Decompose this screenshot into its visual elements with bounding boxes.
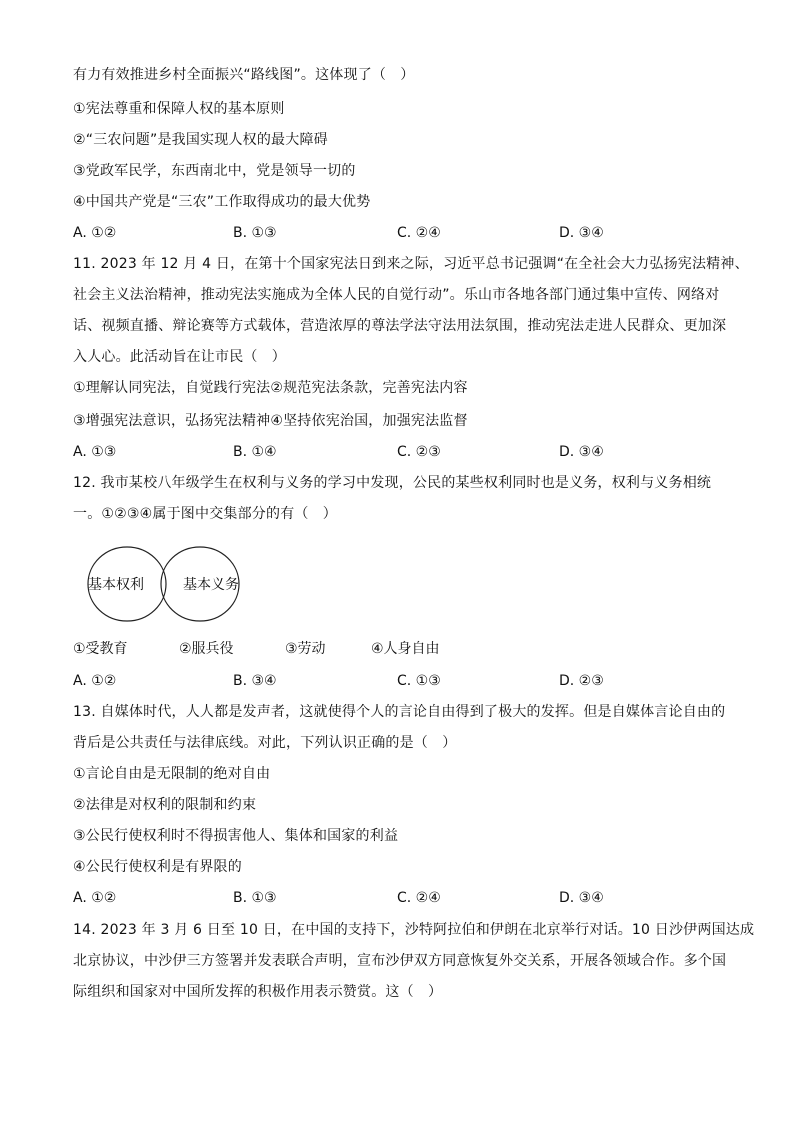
- q11-statements-1-2: ①理解认同宪法，自觉践行宪法②规范宪法条款，完善宪法内容: [73, 380, 468, 396]
- q12-option-a: A. ①②: [73, 673, 117, 689]
- q14-stem-line-3: 际组织和国家对中国所发挥的积极作用表示赞赏。这（ ）: [73, 984, 443, 1000]
- q11-option-a: A. ①③: [73, 444, 117, 460]
- q13-option-d: D. ③④: [559, 890, 604, 906]
- q14-stem-line-2: 北京协议，中沙伊三方签署并发表联合声明，宣布沙伊双方同意恢复外交关系，开展各领域合作。多个国: [73, 953, 727, 969]
- q13-stem-line-1: 13. 自媒体时代，人人都是发声者，这就使得个人的言论自由得到了极大的发挥。但是自媒体言论自由的: [73, 704, 726, 720]
- q10-statement-4: ④中国共产党是“三农”工作取得成功的最大优势: [73, 194, 371, 210]
- q12-item-2: ②服兵役: [179, 641, 234, 657]
- q12-item-3: ③劳动: [285, 641, 326, 657]
- q12-stem-line-2: 一。①②③④属于图中交集部分的有（ ）: [73, 506, 338, 522]
- q12-options: [73, 672, 713, 690]
- q10-option-c: C. ②④: [397, 225, 441, 241]
- q11-stem-line-4: 入人心。此活动旨在让市民（ ）: [73, 349, 286, 365]
- q11-stem-line-3: 话、视频直播、辩论赛等方式载体，营造浓厚的尊法学法守法用法氛围，推动宪法走进人民群众、更加深: [73, 318, 727, 334]
- q12-items: [73, 640, 533, 658]
- venn-label-duties: 基本义务: [183, 577, 239, 593]
- q13-options: [73, 889, 713, 907]
- q10-stem-end: 有力有效推进乡村全面振兴“路线图”。这体现了（ ）: [73, 67, 415, 83]
- q11-statements-3-4: ③增强宪法意识，弘扬宪法精神④坚持依宪治国，加强宪法监督: [73, 413, 468, 429]
- q12-stem-line-1: 12. 我市某校八年级学生在权利与义务的学习中发现，公民的某些权利同时也是义务，权利与义务相统: [73, 475, 712, 491]
- q13-option-c: C. ②④: [397, 890, 441, 906]
- q10-option-b: B. ①③: [233, 225, 277, 241]
- q10-statement-2: ②“三农问题”是我国实现人权的最大障碍: [73, 132, 328, 148]
- q12-item-1: ①受教育: [73, 641, 128, 657]
- q11-stem-line-1: 11. 2023 年 12 月 4 日，在第十个国家宪法日到来之际，习近平总书记强调“在全社会大力弘扬宪法精神、: [73, 256, 749, 272]
- q13-statement-2: ②法律是对权利的限制和约束: [73, 797, 257, 813]
- q13-statement-4: ④公民行使权利是有界限的: [73, 859, 242, 875]
- q11-option-d: D. ③④: [559, 444, 604, 460]
- q12-option-d: D. ②③: [559, 673, 604, 689]
- q13-statement-1: ①言论自由是无限制的绝对自由: [73, 766, 271, 782]
- q12-option-b: B. ③④: [233, 673, 277, 689]
- q12-item-4: ④人身自由: [371, 641, 440, 657]
- q10-option-a: A. ①②: [73, 225, 117, 241]
- venn-diagram: [85, 544, 245, 624]
- q13-stem-line-2: 背后是公共责任与法律底线。对此，下列认识正确的是（ ）: [73, 735, 457, 751]
- q11-stem-line-2: 社会主义法治精神，推动宪法实施成为全体人民的自觉行动”。乐山市各地各部门通过集中宣传、网络对: [73, 287, 720, 303]
- q12-option-c: C. ①③: [397, 673, 441, 689]
- q13-statement-3: ③公民行使权利时不得损害他人、集体和国家的利益: [73, 828, 399, 844]
- q14-stem-line-1: 14. 2023 年 3 月 6 日至 10 日，在中国的支持下，沙特阿拉伯和伊朗在北京举行对话。10 日沙伊两国达成: [73, 922, 755, 938]
- q11-option-b: B. ①④: [233, 444, 277, 460]
- q10-statement-3: ③党政军民学，东西南北中，党是领导一切的: [73, 163, 356, 179]
- q10-statement-1: ①宪法尊重和保障人权的基本原则: [73, 101, 285, 117]
- q10-options: [73, 224, 713, 242]
- q11-option-c: C. ②③: [397, 444, 441, 460]
- q13-option-b: B. ①③: [233, 890, 277, 906]
- q13-option-a: A. ①②: [73, 890, 117, 906]
- venn-label-rights: 基本权利: [88, 577, 144, 593]
- q11-options: [73, 443, 713, 461]
- q10-option-d: D. ③④: [559, 225, 604, 241]
